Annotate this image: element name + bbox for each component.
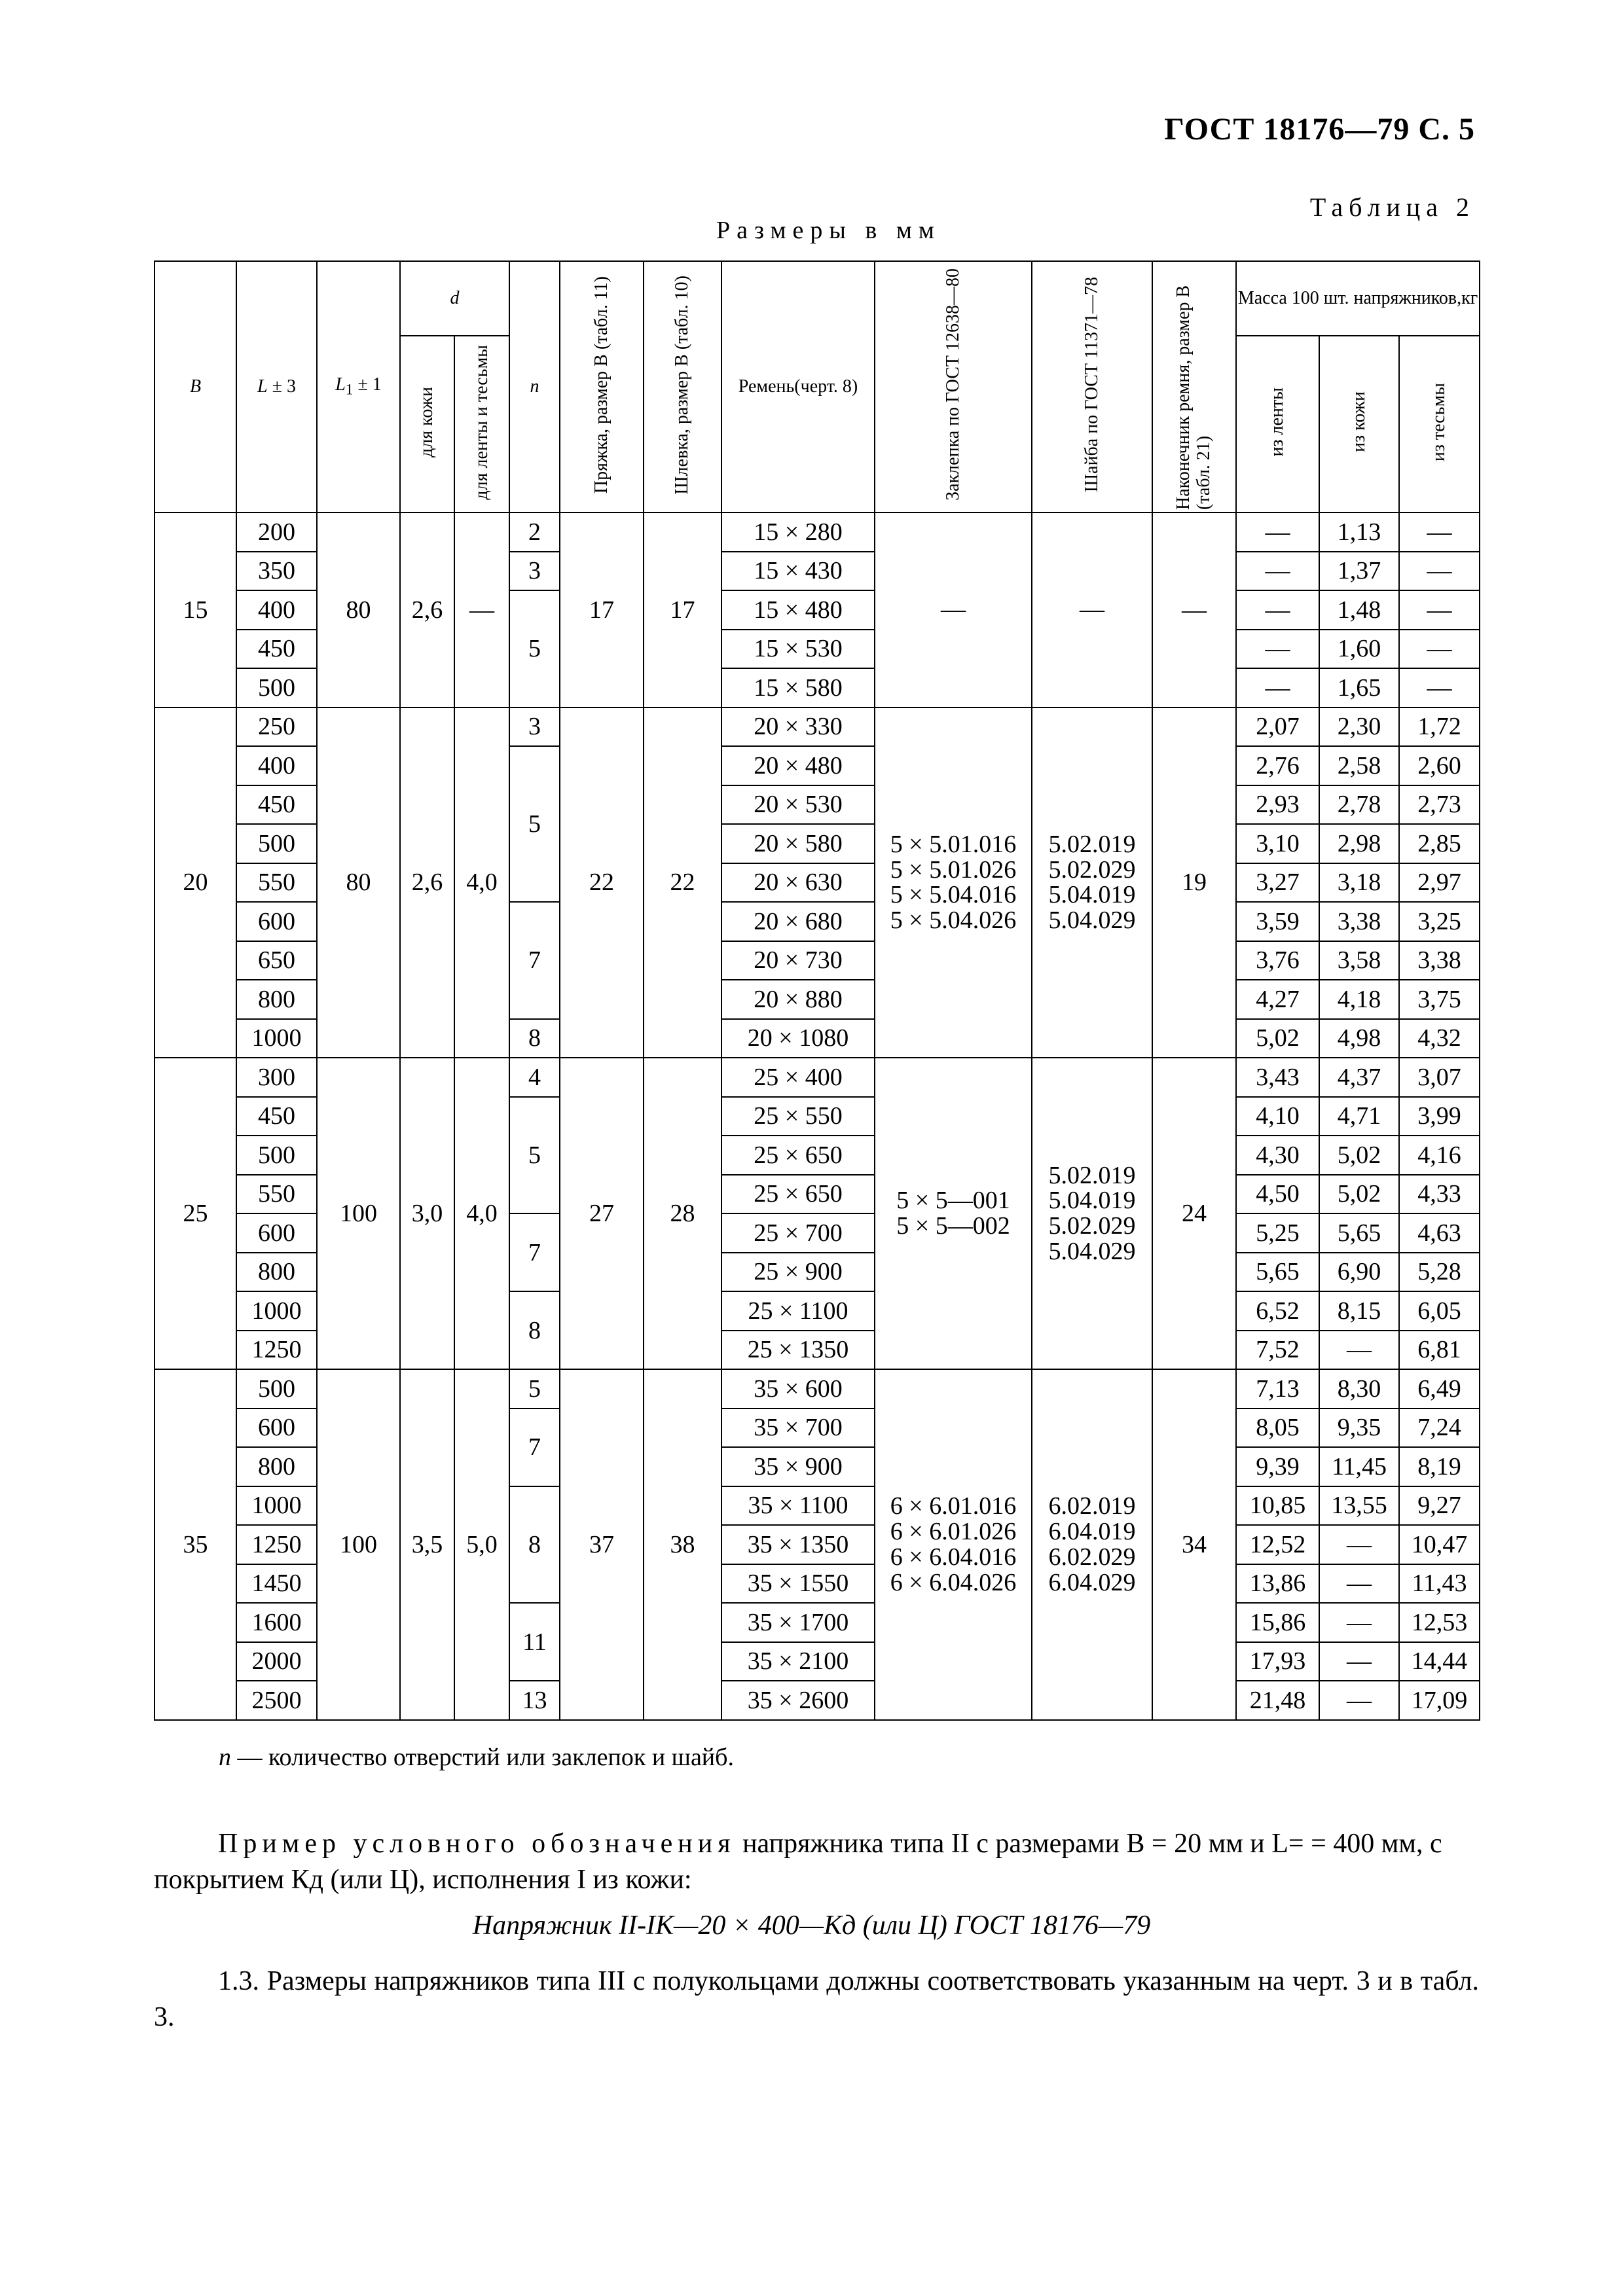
cell-strap: 25 × 1350	[721, 1331, 875, 1370]
cell-n: 8	[509, 1019, 560, 1058]
paragraph-1-3: 1.3. Размеры напряжников типа III с полукольцами должны соответствовать указанным на черт. 3 и в табл. 3.	[154, 1966, 1479, 2032]
cell-L: 1000	[236, 1291, 317, 1331]
table-row	[155, 512, 1480, 552]
cell-mass-tape: 3,10	[1236, 824, 1319, 863]
cell-strap: 35 × 700	[721, 1408, 875, 1448]
cell-strap: 15 × 530	[721, 630, 875, 669]
cell-mass-braid: 6,05	[1399, 1291, 1480, 1331]
cell-mass-leather: 2,78	[1319, 785, 1399, 825]
example-designation: Напряжник II-IK—20 × 400—Кд (или Ц) ГОСТ 18176—79	[472, 1910, 1151, 1941]
cell-n: 11	[509, 1603, 560, 1681]
cell-strap: 25 × 1100	[721, 1291, 875, 1331]
cell-mass-leather: 1,65	[1319, 668, 1399, 708]
cell-mass-leather: 13,55	[1319, 1486, 1399, 1526]
cell-mass-leather: 5,02	[1319, 1136, 1399, 1175]
table-label: Таблица 2	[1309, 192, 1475, 222]
cell-mass-tape: 13,86	[1236, 1564, 1319, 1604]
cell-rivet: 5 × 5—001 5 × 5—002	[875, 1058, 1032, 1369]
col-header-strap: Ремень(черт. 8)	[721, 261, 875, 512]
cell-strap: 20 × 1080	[721, 1019, 875, 1058]
cell-d-tape: 4,0	[454, 708, 509, 1058]
col-header-L: L ± 3	[236, 261, 317, 512]
cell-rivet: 6 × 6.01.016 6 × 6.01.026 6 × 6.04.016 6 × 6.04.026	[875, 1369, 1032, 1720]
cell-L: 300	[236, 1058, 317, 1097]
cell-B: 15	[155, 512, 236, 708]
cell-mass-tape: —	[1236, 512, 1319, 552]
cell-mass-braid: 11,43	[1399, 1564, 1480, 1604]
cell-L: 800	[236, 1253, 317, 1292]
cell-d-leather: 3,5	[400, 1369, 454, 1720]
cell-mass-leather: 3,58	[1319, 941, 1399, 980]
cell-strap: 20 × 480	[721, 746, 875, 785]
cell-L: 800	[236, 1447, 317, 1486]
cell-B: 25	[155, 1058, 236, 1369]
cell-mass-braid: —	[1399, 630, 1480, 669]
col-header-d-leather: для кожи	[400, 336, 454, 512]
cell-washer: 5.02.019 5.04.019 5.02.029 5.04.029	[1032, 1058, 1152, 1369]
footnote: n — количество отверстий или заклепок и шайб.	[219, 1744, 734, 1771]
cell-L: 1250	[236, 1331, 317, 1370]
cell-L1: 80	[317, 512, 400, 708]
cell-d-leather: 3,0	[400, 1058, 454, 1369]
example-paragraph	[154, 1826, 1479, 1897]
cell-loop: 38	[644, 1369, 721, 1720]
col-header-washer: Шайба по ГОСТ 11371—78	[1032, 261, 1152, 512]
cell-mass-leather: 2,30	[1319, 708, 1399, 747]
cell-L: 200	[236, 512, 317, 552]
cell-strap: 35 × 2600	[721, 1681, 875, 1720]
cell-L: 1250	[236, 1525, 317, 1564]
cell-mass-braid: 6,81	[1399, 1331, 1480, 1370]
cell-n: 4	[509, 1058, 560, 1097]
cell-mass-leather: 1,37	[1319, 552, 1399, 591]
cell-mass-braid: 3,38	[1399, 941, 1480, 980]
col-header-d: d	[400, 261, 509, 336]
cell-d-tape: 4,0	[454, 1058, 509, 1369]
cell-L: 2500	[236, 1681, 317, 1720]
cell-mass-braid: 3,75	[1399, 980, 1480, 1019]
cell-mass-tape: 4,27	[1236, 980, 1319, 1019]
cell-mass-leather: 5,02	[1319, 1175, 1399, 1214]
cell-loop: 28	[644, 1058, 721, 1369]
cell-tip: 24	[1152, 1058, 1236, 1369]
cell-n: 5	[509, 590, 560, 708]
cell-rivet: 5 × 5.01.016 5 × 5.01.026 5 × 5.04.016 5 × 5.04.026	[875, 708, 1032, 1058]
cell-strap: 25 × 700	[721, 1213, 875, 1253]
cell-mass-braid: —	[1399, 512, 1480, 552]
cell-washer: —	[1032, 512, 1152, 708]
cell-strap: 20 × 730	[721, 941, 875, 980]
cell-L: 450	[236, 630, 317, 669]
cell-tip: 19	[1152, 708, 1236, 1058]
table-row	[155, 1058, 1480, 1097]
cell-buckle: 22	[560, 708, 644, 1058]
cell-mass-braid: 4,32	[1399, 1019, 1480, 1058]
dimensions-table	[154, 260, 1480, 1721]
cell-L: 1600	[236, 1603, 317, 1642]
cell-L: 1000	[236, 1019, 317, 1058]
cell-strap: 20 × 530	[721, 785, 875, 825]
cell-n: 3	[509, 552, 560, 591]
cell-tip: —	[1152, 512, 1236, 708]
cell-mass-braid: 7,24	[1399, 1408, 1480, 1448]
cell-mass-tape: —	[1236, 552, 1319, 591]
cell-mass-tape: 3,76	[1236, 941, 1319, 980]
cell-mass-braid: 2,73	[1399, 785, 1480, 825]
cell-mass-tape: 3,27	[1236, 863, 1319, 903]
cell-mass-leather: 5,65	[1319, 1213, 1399, 1253]
col-header-mass: Масса 100 шт. напряжников,кг	[1236, 261, 1480, 336]
cell-strap: 15 × 480	[721, 590, 875, 630]
col-header-loop: Шлевка, размер B (табл. 10)	[644, 261, 721, 512]
cell-strap: 25 × 900	[721, 1253, 875, 1292]
cell-B: 35	[155, 1369, 236, 1720]
cell-strap: 25 × 550	[721, 1097, 875, 1136]
cell-L: 450	[236, 785, 317, 825]
cell-mass-tape: 12,52	[1236, 1525, 1319, 1564]
cell-n: 2	[509, 512, 560, 552]
cell-L: 500	[236, 1369, 317, 1408]
cell-n: 8	[509, 1486, 560, 1604]
cell-mass-tape: 6,52	[1236, 1291, 1319, 1331]
cell-L1: 100	[317, 1058, 400, 1369]
cell-mass-leather: 8,30	[1319, 1369, 1399, 1408]
cell-L: 550	[236, 863, 317, 903]
cell-mass-leather: 9,35	[1319, 1408, 1399, 1448]
cell-mass-tape: 5,25	[1236, 1213, 1319, 1253]
cell-strap: 35 × 2100	[721, 1642, 875, 1681]
cell-L: 350	[236, 552, 317, 591]
cell-mass-braid: 5,28	[1399, 1253, 1480, 1292]
col-header-mass-leather: из кожи	[1319, 336, 1399, 512]
cell-mass-braid: 10,47	[1399, 1525, 1480, 1564]
cell-L: 800	[236, 980, 317, 1019]
example-intro-rest: напряжника типа II с размерами B = 20 мм и L= = 400 мм, с покрытием Кд (или Ц), исполнения I из кожи:	[154, 1829, 1442, 1895]
cell-mass-tape: 17,93	[1236, 1642, 1319, 1681]
cell-strap: 15 × 280	[721, 512, 875, 552]
col-header-mass-tape: из ленты	[1236, 336, 1319, 512]
cell-mass-braid: 2,85	[1399, 824, 1480, 863]
cell-mass-braid: 6,49	[1399, 1369, 1480, 1408]
cell-strap: 15 × 580	[721, 668, 875, 708]
cell-mass-tape: 21,48	[1236, 1681, 1319, 1720]
cell-rivet: —	[875, 512, 1032, 708]
cell-strap: 20 × 680	[721, 902, 875, 941]
cell-mass-leather: —	[1319, 1564, 1399, 1604]
cell-d-leather: 2,6	[400, 512, 454, 708]
cell-mass-braid: 3,25	[1399, 902, 1480, 941]
col-header-n: n	[509, 261, 560, 512]
cell-mass-braid: 2,60	[1399, 746, 1480, 785]
cell-strap: 20 × 630	[721, 863, 875, 903]
col-header-L1: $L_1 \pm 1$	[317, 261, 400, 512]
cell-mass-tape: 15,86	[1236, 1603, 1319, 1642]
cell-mass-tape: 10,85	[1236, 1486, 1319, 1526]
cell-n: 5	[509, 746, 560, 902]
cell-mass-braid: 4,16	[1399, 1136, 1480, 1175]
cell-mass-braid: —	[1399, 590, 1480, 630]
cell-mass-braid: 3,07	[1399, 1058, 1480, 1097]
cell-n: 5	[509, 1369, 560, 1408]
cell-mass-tape: 4,50	[1236, 1175, 1319, 1214]
table-body	[155, 512, 1480, 1720]
cell-mass-tape: —	[1236, 630, 1319, 669]
cell-mass-leather: 1,48	[1319, 590, 1399, 630]
cell-loop: 22	[644, 708, 721, 1058]
cell-mass-braid: 12,53	[1399, 1603, 1480, 1642]
cell-mass-tape: 2,76	[1236, 746, 1319, 785]
cell-buckle: 27	[560, 1058, 644, 1369]
cell-L: 250	[236, 708, 317, 747]
cell-L: 550	[236, 1175, 317, 1214]
cell-washer: 5.02.019 5.02.029 5.04.019 5.04.029	[1032, 708, 1152, 1058]
cell-strap: 35 × 1100	[721, 1486, 875, 1526]
cell-mass-leather: 4,98	[1319, 1019, 1399, 1058]
cell-L: 600	[236, 902, 317, 941]
cell-strap: 35 × 1700	[721, 1603, 875, 1642]
cell-strap: 35 × 1550	[721, 1564, 875, 1604]
cell-strap: 35 × 600	[721, 1369, 875, 1408]
cell-mass-leather: —	[1319, 1642, 1399, 1681]
cell-mass-braid: —	[1399, 668, 1480, 708]
cell-L: 500	[236, 824, 317, 863]
cell-mass-leather: 3,38	[1319, 902, 1399, 941]
cell-mass-tape: 3,43	[1236, 1058, 1319, 1097]
cell-mass-tape: 7,13	[1236, 1369, 1319, 1408]
cell-mass-tape: 8,05	[1236, 1408, 1319, 1448]
cell-mass-tape: 9,39	[1236, 1447, 1319, 1486]
cell-mass-tape: —	[1236, 668, 1319, 708]
cell-mass-braid: 4,63	[1399, 1213, 1480, 1253]
cell-washer: 6.02.019 6.04.019 6.02.029 6.04.029	[1032, 1369, 1152, 1720]
cell-mass-leather: —	[1319, 1681, 1399, 1720]
cell-mass-leather: 1,13	[1319, 512, 1399, 552]
cell-n: 7	[509, 1213, 560, 1291]
cell-strap: 25 × 650	[721, 1175, 875, 1214]
cell-d-tape: 5,0	[454, 1369, 509, 1720]
cell-d-tape: —	[454, 512, 509, 708]
cell-L: 1000	[236, 1486, 317, 1526]
cell-n: 8	[509, 1291, 560, 1369]
cell-n: 3	[509, 708, 560, 747]
cell-mass-braid: 17,09	[1399, 1681, 1480, 1720]
cell-mass-tape: 4,30	[1236, 1136, 1319, 1175]
col-header-d-tape: для ленты и тесьмы	[454, 336, 509, 512]
cell-n: 5	[509, 1097, 560, 1214]
cell-L: 600	[236, 1408, 317, 1448]
cell-mass-leather: —	[1319, 1331, 1399, 1370]
cell-mass-braid: 2,97	[1399, 863, 1480, 903]
cell-mass-tape: 5,02	[1236, 1019, 1319, 1058]
cell-mass-leather: 4,18	[1319, 980, 1399, 1019]
cell-mass-braid: 9,27	[1399, 1486, 1480, 1526]
col-header-buckle: Пряжка, размер B (табл. 11)	[560, 261, 644, 512]
cell-loop: 17	[644, 512, 721, 708]
cell-n: 7	[509, 1408, 560, 1486]
cell-mass-braid: 4,33	[1399, 1175, 1480, 1214]
cell-mass-tape: —	[1236, 590, 1319, 630]
cell-mass-leather: —	[1319, 1603, 1399, 1642]
cell-strap: 15 × 430	[721, 552, 875, 591]
cell-L: 1450	[236, 1564, 317, 1604]
cell-L: 2000	[236, 1642, 317, 1681]
col-header-tip: Наконечник ремня, размер B (табл. 21)	[1152, 261, 1236, 512]
cell-L1: 100	[317, 1369, 400, 1720]
cell-L: 600	[236, 1213, 317, 1253]
cell-strap: 35 × 1350	[721, 1525, 875, 1564]
cell-strap: 25 × 400	[721, 1058, 875, 1097]
cell-mass-leather: 3,18	[1319, 863, 1399, 903]
cell-d-leather: 2,6	[400, 708, 454, 1058]
cell-L: 500	[236, 668, 317, 708]
cell-L1: 80	[317, 708, 400, 1058]
cell-mass-braid: 14,44	[1399, 1642, 1480, 1681]
cell-n: 7	[509, 902, 560, 1019]
cell-mass-tape: 2,07	[1236, 708, 1319, 747]
cell-mass-leather: 11,45	[1319, 1447, 1399, 1486]
cell-mass-leather: —	[1319, 1525, 1399, 1564]
cell-mass-leather: 4,37	[1319, 1058, 1399, 1097]
cell-L: 650	[236, 941, 317, 980]
cell-mass-leather: 6,90	[1319, 1253, 1399, 1292]
cell-buckle: 17	[560, 512, 644, 708]
cell-mass-leather: 1,60	[1319, 630, 1399, 669]
cell-B: 20	[155, 708, 236, 1058]
cell-strap: 20 × 580	[721, 824, 875, 863]
cell-mass-braid: 3,99	[1399, 1097, 1480, 1136]
cell-mass-braid: 8,19	[1399, 1447, 1480, 1486]
cell-strap: 20 × 330	[721, 708, 875, 747]
cell-mass-tape: 3,59	[1236, 902, 1319, 941]
cell-mass-tape: 2,93	[1236, 785, 1319, 825]
page-header: ГОСТ 18176—79 С. 5	[1164, 112, 1475, 147]
cell-buckle: 37	[560, 1369, 644, 1720]
col-header-mass-braid: из тесьмы	[1399, 336, 1480, 512]
cell-L: 450	[236, 1097, 317, 1136]
table-row	[155, 708, 1480, 747]
table-row	[155, 1369, 1480, 1408]
cell-L: 400	[236, 590, 317, 630]
col-header-rivet: Заклепка по ГОСТ 12638—80	[875, 261, 1032, 512]
cell-n: 13	[509, 1681, 560, 1720]
cell-mass-leather: 2,58	[1319, 746, 1399, 785]
cell-strap: 25 × 650	[721, 1136, 875, 1175]
cell-mass-leather: 2,98	[1319, 824, 1399, 863]
col-header-B: B	[155, 261, 236, 512]
cell-mass-braid: 1,72	[1399, 708, 1480, 747]
cell-L: 500	[236, 1136, 317, 1175]
cell-mass-tape: 5,65	[1236, 1253, 1319, 1292]
cell-mass-tape: 4,10	[1236, 1097, 1319, 1136]
example-intro-spaced: Пример условного обозначения	[218, 1829, 736, 1859]
cell-mass-leather: 8,15	[1319, 1291, 1399, 1331]
cell-strap: 20 × 880	[721, 980, 875, 1019]
cell-tip: 34	[1152, 1369, 1236, 1720]
cell-strap: 35 × 900	[721, 1447, 875, 1486]
cell-L: 400	[236, 746, 317, 785]
cell-mass-leather: 4,71	[1319, 1097, 1399, 1136]
cell-mass-tape: 7,52	[1236, 1331, 1319, 1370]
dimensions-label: Размеры в мм	[716, 217, 941, 244]
cell-mass-braid: —	[1399, 552, 1480, 591]
